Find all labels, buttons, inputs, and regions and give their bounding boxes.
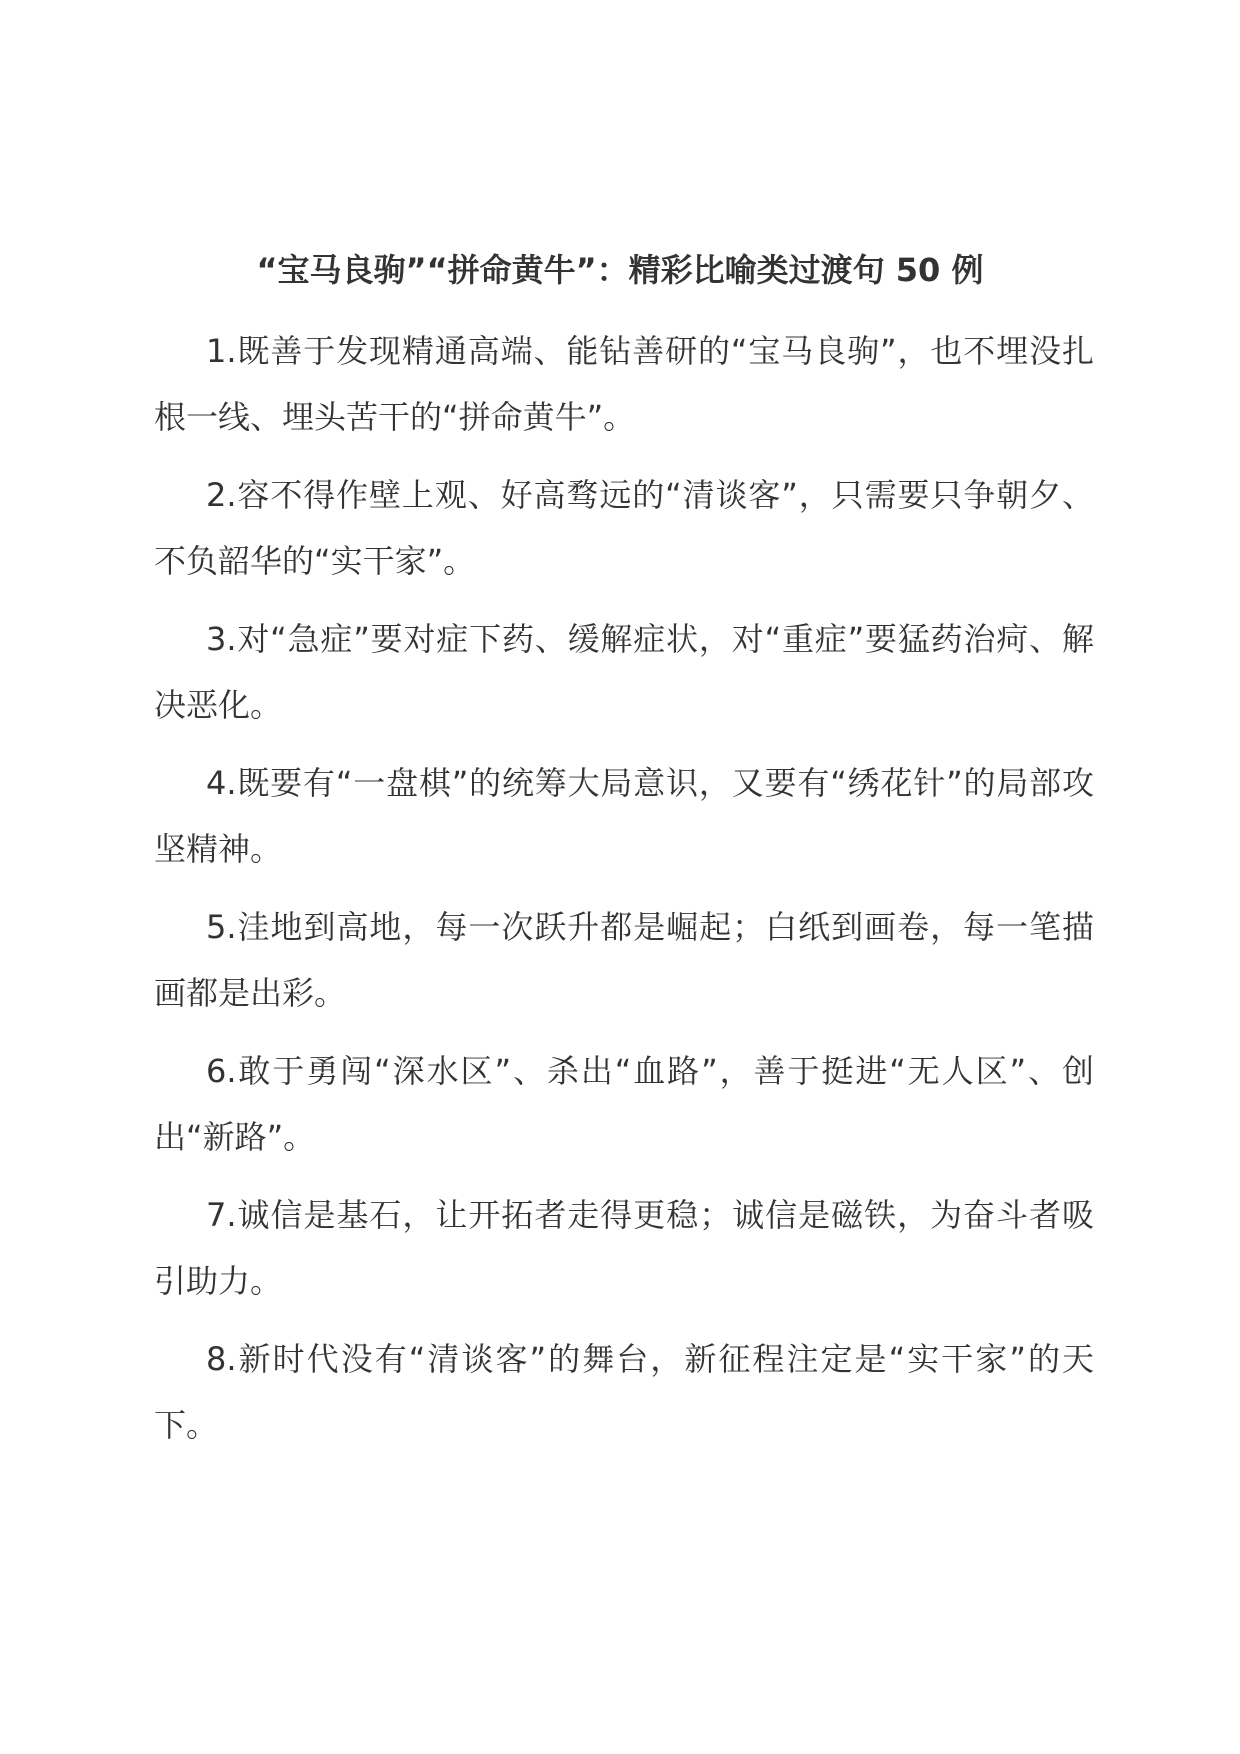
paragraph-7: 7.诚信是基石，让开拓者走得更稳；诚信是磁铁，为奋斗者吸引助力。: [154, 1196, 1094, 1300]
paragraph-4: 4.既要有“一盘棋”的统筹大局意识，又要有“绣花针”的局部攻坚精神。: [154, 764, 1094, 868]
paragraph-8: 8.新时代没有“清谈客”的舞台，新征程注定是“实干家”的天下。: [154, 1340, 1094, 1444]
document-body: [154, 318, 1094, 1470]
paragraph-5: 5.洼地到高地，每一次跃升都是崛起；白纸到画卷，每一笔描画都是出彩。: [154, 908, 1094, 1012]
paragraph-6: 6.敢于勇闯“深水区”、杀出“血路”，善于挺进“无人区”、创出“新路”。: [154, 1052, 1094, 1156]
paragraph-1: 1.既善于发现精通高端、能钻善研的“宝马良驹”，也不埋没扎根一线、埋头苦干的“拼命黄牛”。: [154, 332, 1094, 436]
paragraph-2: 2.容不得作壁上观、好高骛远的“清谈客”，只需要只争朝夕、不负韶华的“实干家”。: [154, 476, 1094, 580]
document-title: “宝马良驹”“拼命黄牛”：精彩比喻类过渡句 50 例: [256, 251, 984, 289]
paragraph-3: 3.对“急症”要对症下药、缓解症状，对“重症”要猛药治疴、解决恶化。: [154, 620, 1094, 724]
